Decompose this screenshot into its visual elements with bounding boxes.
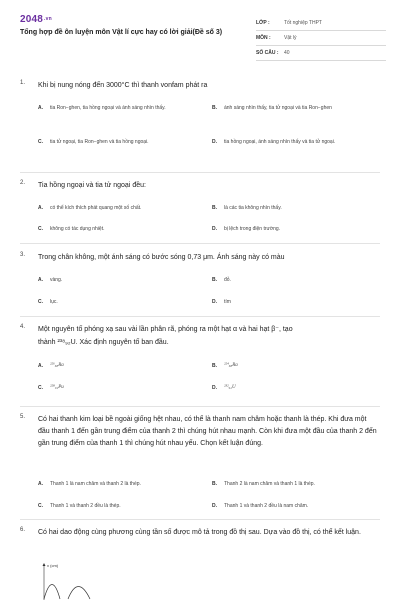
option-d[interactable] <box>212 298 377 306</box>
meta-key: SỐ CÂU : <box>256 50 279 56</box>
option-letter: A. <box>38 105 43 111</box>
document-header <box>20 14 380 62</box>
option-letter: D. <box>212 139 217 145</box>
question-5 <box>20 414 382 518</box>
option-b[interactable] <box>212 276 377 284</box>
option-letter: D. <box>212 226 217 232</box>
question-2 <box>20 180 382 242</box>
option-text: tím <box>224 299 231 305</box>
option-text: ²²⁴₈₈Ra <box>224 363 238 368</box>
option-text: tia Ron−ghen, tia hồng ngoại và ánh sáng nhìn thấy. <box>50 105 166 111</box>
question-text: Trong chân không, một ánh sáng có bước sóng 0,73 μm. Ánh sáng này có màu <box>38 254 285 261</box>
option-letter: C. <box>38 299 43 305</box>
option-b[interactable] <box>212 204 377 212</box>
option-text: không có tác dụng nhiệt. <box>50 226 105 232</box>
question-text: Tia hồng ngoại và tia tử ngoại đều: <box>38 182 146 189</box>
option-b[interactable] <box>212 362 377 370</box>
site-logo[interactable] <box>20 14 52 25</box>
option-d[interactable] <box>212 384 377 392</box>
meta-key: MÔN : <box>256 35 271 41</box>
option-text: vàng. <box>50 277 63 283</box>
question-1 <box>20 80 382 170</box>
question-number: 1. <box>20 80 26 86</box>
question-3 <box>20 252 382 312</box>
document-title: Tổng hợp đề ôn luyện môn Vật lí cực hay có lời giải(Đề số 3) <box>20 29 223 36</box>
divider <box>20 316 380 317</box>
option-text: lục. <box>50 299 58 305</box>
option-a[interactable] <box>38 204 208 212</box>
divider <box>20 172 380 173</box>
question-text: Có hai dao động cùng phương cùng tần số được mô tả trong đồ thị sau. Dựa vào đồ thị, có thể kết luận. <box>38 529 361 536</box>
graph-y-arrow <box>43 563 46 566</box>
option-letter: B. <box>212 481 217 487</box>
option-text: ²²⁶₈₈Ra <box>50 363 64 368</box>
option-c[interactable] <box>38 502 208 510</box>
option-letter: C. <box>38 385 43 391</box>
option-letter: D. <box>212 503 217 509</box>
option-letter: A. <box>38 363 43 369</box>
option-d[interactable] <box>212 225 377 233</box>
question-number: 3. <box>20 252 26 258</box>
option-text: có thể kích thích phát quang một số chất. <box>50 205 142 211</box>
option-letter: B. <box>212 363 217 369</box>
question-number: 4. <box>20 324 26 330</box>
option-d[interactable] <box>212 502 377 510</box>
logo-sub: .vn <box>44 16 52 22</box>
question-text: Có hai thanh kim loại bề ngoài giống hệt nhau, có thể là thanh nam châm hoặc thanh là thép. Khi đưa một đầu thanh 1 đến gần trung điểm của thanh 2 thì chúng hút nhau mạnh. Còn khi đưa một đầu của thanh 2 đến gần trung điểm của thanh 1 thì chúng hút nhau yếu. Chọn kết luận đúng. <box>38 416 377 447</box>
meta-table <box>256 16 386 61</box>
option-text: tia hồng ngoại, ánh sáng nhìn thấy và tia tử ngoại. <box>224 139 336 145</box>
graph-curve-2 <box>68 587 90 600</box>
option-letter: D. <box>212 385 217 391</box>
oscillation-graph <box>38 562 118 600</box>
meta-value: 40 <box>284 50 290 56</box>
option-c[interactable] <box>38 225 208 233</box>
option-a[interactable] <box>38 104 198 112</box>
option-letter: A. <box>38 277 43 283</box>
question-number: 5. <box>20 414 26 420</box>
option-a[interactable] <box>38 480 208 488</box>
option-letter: C. <box>38 139 43 145</box>
meta-value: Tốt nghiệp THPT <box>284 20 322 26</box>
option-letter: B. <box>212 105 217 111</box>
option-letter: C. <box>38 503 43 509</box>
option-c[interactable] <box>38 138 198 146</box>
option-letter: C. <box>38 226 43 232</box>
option-c[interactable] <box>38 384 198 392</box>
question-text: Khi bị nung nóng đến 3000°C thì thanh vonfam phát ra <box>38 82 208 89</box>
option-letter: A. <box>38 481 43 487</box>
option-letter: B. <box>212 277 217 283</box>
meta-row-count <box>256 46 386 61</box>
question-4 <box>20 324 382 404</box>
logo-main: 2048 <box>20 14 44 25</box>
question-text-line-1: Một nguyên tố phóng xạ sau vài lần phân rã, phóng ra một hạt α và hai hạt β⁻, tạo <box>38 326 293 333</box>
divider <box>20 519 380 520</box>
question-number: 6. <box>20 527 26 533</box>
option-letter: B. <box>212 205 217 211</box>
question-6 <box>20 527 382 561</box>
divider <box>20 406 380 407</box>
option-text: ánh sáng nhìn thấy, tia tử ngoại và tia Ron−ghen <box>224 105 332 111</box>
option-b[interactable] <box>212 104 377 112</box>
graph-axis-label: x (cm) <box>47 563 59 568</box>
option-text: là các tia không nhìn thấy. <box>224 205 282 211</box>
option-letter: A. <box>38 205 43 211</box>
option-letter: D. <box>212 299 217 305</box>
meta-row-class <box>256 16 386 31</box>
option-b[interactable] <box>212 480 377 488</box>
option-text: Thanh 1 và thanh 2 đều là nam châm. <box>224 503 309 509</box>
graph-curve-1 <box>44 585 60 600</box>
option-text: Thanh 1 và thanh 2 đều là thép. <box>50 503 121 509</box>
option-c[interactable] <box>38 298 198 306</box>
option-d[interactable] <box>212 138 377 146</box>
question-text-line-2: thành ²³⁸₉₂U. Xác định nguyên tố ban đầu. <box>38 339 169 346</box>
option-a[interactable] <box>38 276 198 284</box>
option-text: Thanh 2 là nam châm và thanh 1 là thép. <box>224 481 315 487</box>
option-text: ²³²₉₂U <box>224 385 236 390</box>
meta-value: Vật lý <box>284 35 297 41</box>
option-text: tia tử ngoại, tia Ron−ghen và tia hồng ngoại. <box>50 139 149 145</box>
meta-row-subject <box>256 31 386 46</box>
meta-key: LỚP : <box>256 20 270 26</box>
option-text: bị lệch trong điện trường. <box>224 226 281 232</box>
divider <box>20 243 380 244</box>
option-a[interactable] <box>38 362 198 370</box>
option-text: ²²⁸₉₂Pu <box>50 385 64 390</box>
question-number: 2. <box>20 180 26 186</box>
option-text: đỏ. <box>224 277 231 283</box>
option-text: Thanh 1 là nam châm và thanh 2 là thép. <box>50 481 141 487</box>
